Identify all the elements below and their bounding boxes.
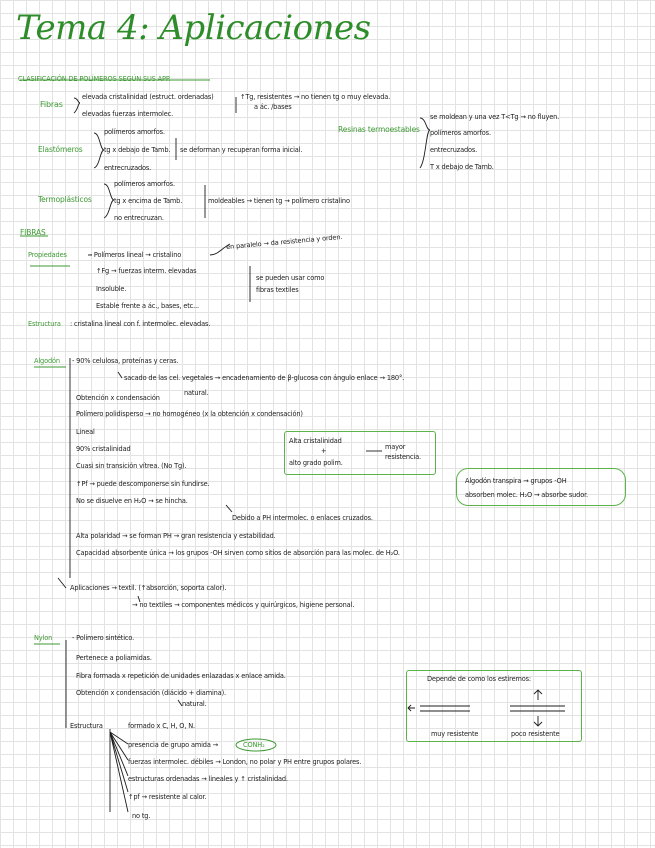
nylon-line4b: natural.	[182, 700, 207, 708]
resinas-line3: entrecruzados.	[430, 146, 478, 154]
resinas-label: Resinas termoestables	[338, 125, 420, 134]
algodon-line1: - 90% celulosa, proteínas y ceras.	[72, 357, 179, 365]
fibras-line3: ↑Tg, resistentes → no tienen tg o muy elevada.	[240, 93, 391, 101]
termo-line3: no entrecruzan.	[114, 214, 164, 222]
algodon-line4: Polímero polidisperso → no homogéneo (x la obtención x condensación)	[76, 410, 303, 418]
nylon-e2b: CONH₂	[243, 741, 265, 749]
cristalinidad-box	[284, 431, 436, 475]
algodon-line12: Capacidad absorbente única → los grupos -OH sirven como sitios de absorción para las molec. de H₂O.	[76, 549, 400, 557]
algodon-line8: ↑Pf → puede descomponerse sin fundirse.	[76, 480, 210, 488]
resinas-line1: se moldean y una vez T<Tg → no fluyen.	[430, 113, 560, 121]
fibras-line1: elevada cristalinidad (estruct. ordenadas)	[82, 93, 214, 101]
estructura-label: Estructura	[28, 320, 61, 328]
box3-title: Depende de como los estiremos:	[427, 675, 531, 683]
elastomeros-label: Elastómeros	[38, 145, 83, 154]
nylon-e5: ↑pf → resistente al calor.	[128, 793, 207, 801]
box2-line1: Algodón transpira → grupos -OH	[465, 477, 567, 485]
prop-line5: se pueden usar como fibras textiles	[256, 274, 325, 294]
termo-line1: polímeros amorfos.	[114, 180, 175, 188]
aplicaciones-line2: → no textiles → componentes médicos y quirúrgicos, higiene personal.	[132, 601, 355, 609]
nylon-e1: formado x C, H, O, N.	[128, 722, 195, 730]
nylon-line3: Fibra formada x repetición de unidades enlazadas x enlace amida.	[76, 672, 286, 680]
box3-left: muy resistente	[431, 730, 479, 738]
prop-line2: ↑Fg → fuerzas interm. elevadas	[96, 267, 197, 275]
algodon-line3: Obtención x condensación	[76, 394, 160, 402]
box3-right: poco resistente	[511, 730, 560, 738]
nylon-line1: - Polímero sintético.	[72, 634, 135, 642]
termo-line4: moldeables → tienen tg → polímero cristalino	[208, 197, 350, 205]
elast-line2: tg x debajo de Tamb.	[104, 146, 171, 154]
fibras-heading: FIBRAS	[20, 228, 46, 237]
algodon-label: Algodón	[34, 357, 60, 365]
fibras-line4: a ác. /bases	[254, 103, 292, 111]
fibras-line2: elevadas fuerzas intermolec.	[82, 110, 174, 118]
prop-line3: Insoluble.	[96, 285, 127, 293]
nylon-e2: presencia de grupo amida →	[128, 741, 219, 749]
box2-line2: absorben molec. H₂O → absorbe sudor.	[465, 491, 588, 499]
resinas-line2: polímeros amorfos.	[430, 129, 491, 137]
nylon-e6: no tg.	[132, 812, 151, 820]
algodon-line11: Alta polaridad → se forman PH → gran resistencia y estabilidad.	[76, 532, 276, 540]
nylon-line2: Pertenece a poliamidas.	[76, 654, 152, 662]
elast-line4: se deforman y recuperan forma inicial.	[180, 146, 303, 154]
estructura-text: : cristalina lineal con f. intermolec. elevadas.	[70, 320, 211, 328]
prop-line1b: en paralelo → da resistencia y orden.	[225, 232, 343, 252]
box1-line2: alto grado polim.	[289, 459, 343, 467]
nylon-label: Nylon	[34, 634, 53, 642]
classification-heading: CLASIFICACIÓN DE POLÍMEROS SEGÚN SUS APP.	[18, 75, 171, 83]
algodon-line5: Lineal	[76, 428, 95, 436]
algodon-line9: No se disuelve en H₂O → se hincha.	[76, 497, 188, 505]
algodon-line6: 90% cristalinidad	[76, 445, 131, 453]
box1-line1: Alta cristalinidad	[289, 437, 342, 445]
nylon-line4: Obtención x condensación (diácido + diamina).	[76, 689, 226, 697]
prop-line4: Estable frente a ác., bases, etc...	[96, 302, 199, 310]
estiramiento-box	[406, 670, 582, 742]
box1-result: mayor resistencia.	[385, 443, 421, 461]
box1-plus: +	[321, 447, 327, 455]
prop-line1: · Polímeros lineal → cristalino	[90, 251, 182, 259]
aplicaciones-line: Aplicaciones → textil. (↑absorción, soporta calor).	[70, 584, 227, 592]
fibras-label: Fibras	[40, 100, 63, 109]
termo-line2: tg x encima de Tamb.	[114, 197, 183, 205]
elast-line1: polímeros amorfos.	[104, 128, 165, 136]
propiedades-label: Propiedades	[28, 251, 67, 259]
nylon-estructura: Estructura	[70, 722, 103, 730]
page-title: Tema 4: Aplicaciones	[16, 8, 371, 48]
algodon-line2: sacado de las cel. vegetales → encadenamiento de β-glucosa con ángulo enlace → 180°.	[124, 374, 405, 382]
resinas-line4: T x debajo de Tamb.	[430, 163, 494, 171]
algodon-line7: Cuasi sin transición vítrea. (No Tg).	[76, 462, 187, 470]
nylon-e3: fuerzas intermolec. débiles → London, no polar y PH entre grupos polares.	[128, 758, 362, 766]
algodon-line3b: natural.	[184, 389, 209, 397]
algodon-line10: Debido a PH intermolec. o enlaces cruzados.	[232, 514, 373, 522]
nylon-e4: estructuras ordenadas → lineales y ↑ cristalinidad.	[128, 775, 288, 783]
elast-line3: entrecruzados.	[104, 164, 152, 172]
transpira-box	[456, 468, 626, 506]
termoplasticos-label: Termoplásticos	[38, 195, 92, 204]
